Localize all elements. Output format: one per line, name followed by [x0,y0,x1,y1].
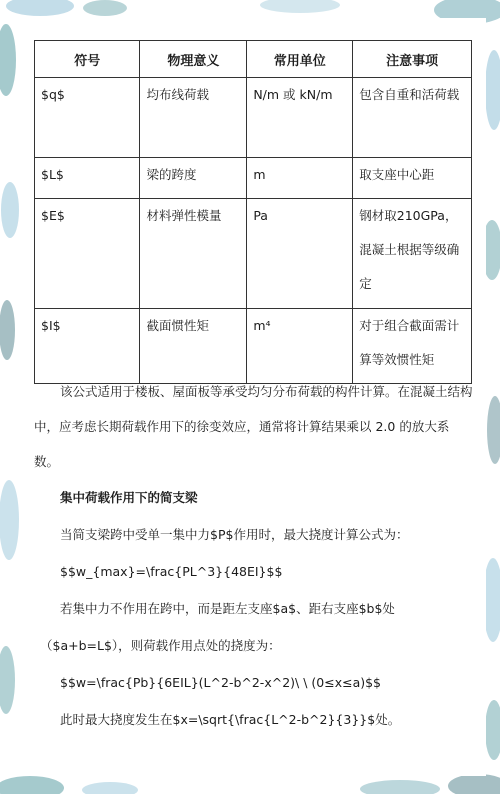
table-row [35,158,472,199]
parameter-table [34,40,472,384]
table-cell: 对于组合截面需计算等效惯性矩 [353,309,472,384]
table-cell: $E$ [35,199,140,309]
table-cell: m⁴ [247,309,353,384]
table-row [35,199,472,309]
table-cell: Pa [247,199,353,309]
table-cell: $q$ [35,78,140,158]
formula-max-deflection: $$w_{max}=\frac{PL^3}{48EI}$$ [60,564,283,579]
header-notes: 注意事项 [353,41,472,78]
header-symbol: 符号 [35,41,140,78]
table-row [35,309,472,384]
header-unit: 常用单位 [247,41,353,78]
table-cell: 梁的跨度 [140,158,247,199]
body-text [34,374,474,738]
formula-deflection: $$w=\frac{Pb}{6EIL}(L^2-b^2-x^2)\ \ (0≤x≤a)$$ [60,675,382,690]
text-line: 当简支梁跨中受单一集中力$P$作用时，最大挠度计算公式为： [60,527,409,542]
text-line: 此时最大挠度发生在$x=\sqrt{\frac{L^2-b^2}{3}}$处。 [60,712,401,727]
table-cell: m [247,158,353,199]
table-header-row [35,41,472,78]
table-cell: 均布线荷载 [140,78,247,158]
paragraph-usage: 该公式适用于楼板、屋面板等承受均匀分布荷载的构件计算。在混凝土结构中，应考虑长期荷载作用下的徐变效应，通常将计算结果乘以 2.0 的放大系数。 [34,384,473,469]
table-cell: $I$ [35,309,140,384]
text-line: 若集中力不作用在跨中，而是距左支座$a$、距右支座$b$处 [60,601,395,616]
text-line: （$a+b=L$），则荷载作用点处的挠度为： [40,638,281,653]
table-cell: N/m 或 kN/m [247,78,353,158]
header-meaning: 物理意义 [140,41,247,78]
table-cell: 钢材取210GPa，混凝土根据等级确定 [353,199,472,309]
table-cell: 包含自重和活荷载 [353,78,472,158]
section-heading: 集中荷载作用下的简支梁 [60,490,198,505]
document-page [20,18,486,776]
table-cell: 取支座中心距 [353,158,472,199]
table-cell: $L$ [35,158,140,199]
table-row [35,78,472,158]
table-cell: 截面惯性矩 [140,309,247,384]
table-cell: 材料弹性模量 [140,199,247,309]
